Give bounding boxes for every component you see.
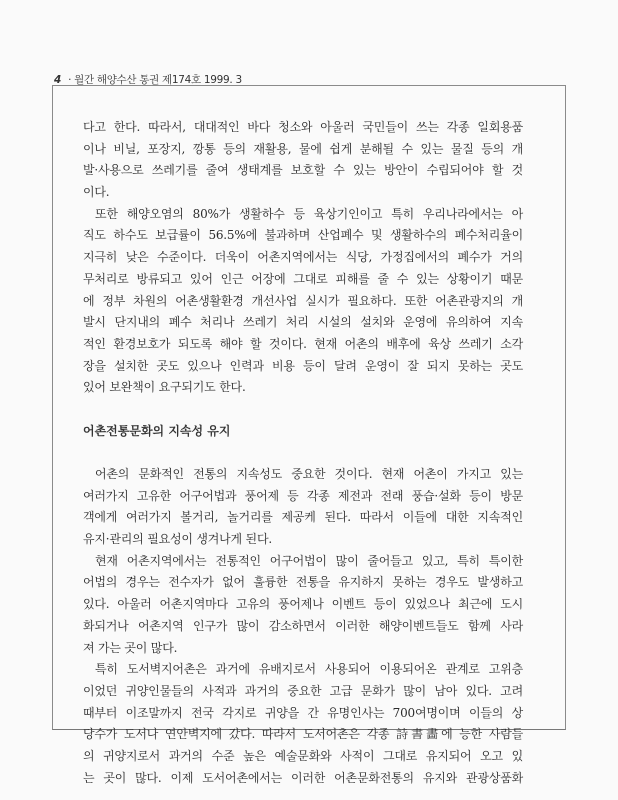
- paragraph-4: [83, 551, 523, 659]
- text-line: 장을 설치한 곳도 있으나 인력과 비용 등이 달려 운영이 잘 되지 못하는 곳도: [83, 358, 523, 373]
- text-line: 당수가 도서나 연안벽지에 갔다. 따라서 도서어촌은 각종 詩書畵에 능한 사람들: [83, 727, 523, 742]
- page-number: 4: [54, 74, 62, 86]
- text-line: 어촌의 문화적인 전통의 지속성도 중요한 것이다. 현재 어촌이 가지고 있는: [95, 467, 523, 481]
- text-line: 이나 비닐, 포장지, 깡통 등의 재활용, 물에 쉽게 분해될 수 있는 물질 등의 개: [83, 141, 523, 156]
- text-line: 이다.: [83, 185, 110, 200]
- text-line: 유지·관리의 필요성이 생겨나게 된다.: [83, 532, 272, 547]
- text-line: 는 곳이 많다. 이제 도서어촌에서는 이러한 어촌문화전통의 유지와 관광상품화: [83, 770, 523, 785]
- text-line: 발·사용으로 쓰레기를 줄여 생태계를 보호할 수 있는 방안이 수립되어야 할 것: [83, 163, 523, 178]
- text-line: 객에게 여러가지 볼거리, 놀거리를 제공케 된다. 따라서 이들에 대한 지속적인: [83, 510, 523, 525]
- text-line: 발시 단지내의 폐수 처리나 쓰레기 처리 시설의 설치와 운영에 유의하여 지속: [83, 315, 523, 330]
- text-line: 있다. 아울러 어촌지역마다 고유의 풍어제나 이벤트 등이 있었으나 최근에 도시: [83, 597, 523, 612]
- text-line: 의 귀양지로서 과거의 수준 높은 예술문화와 사적이 그대로 유지되어 오고 있: [83, 748, 523, 763]
- text-line: 이었던 귀양인물들의 사적과 과거의 중요한 고급 문화가 많이 남아 있다. 고려: [83, 683, 523, 698]
- text-line: 또한 해양오염의 80%가 생활하수 등 육상기인이고 특히 우리나라에서는 아: [95, 206, 523, 221]
- text-line: 화되거나 어촌지역 인구가 많이 감소하면서 이러한 해양이벤트들도 함께 사라: [83, 618, 523, 633]
- article-body: [83, 117, 523, 789]
- section-heading: 어촌전통문화의 지속성 유지: [83, 423, 231, 438]
- paragraph-2: [83, 204, 523, 399]
- paragraph-3: [83, 464, 523, 551]
- text-line: 무처리로 방류되고 있어 인근 어장에 그대로 피해를 줄 수 있는 상황이기 때문: [83, 271, 523, 286]
- text-line: 직도 하수도 보급률이 56.5%에 불과하며 산업폐수 및 생활하수의 폐수처리율이: [83, 228, 523, 243]
- text-line: 적인 환경보호가 되도록 해야 할 것이다. 현재 어촌의 배후에 육상 쓰레기 소각: [83, 336, 523, 351]
- spacer: [83, 399, 523, 421]
- publication-title: · 월간 해양수산 통권 제174호 1999. 3: [68, 74, 242, 86]
- text-line: 있어 보완책이 요구되기도 한다.: [83, 380, 246, 395]
- paragraph-1: [83, 117, 523, 204]
- text-line: 다고 한다. 따라서, 대대적인 바다 청소와 아울러 국민들이 쓰는 각종 일회용품: [83, 120, 523, 134]
- paragraph-5: [83, 659, 523, 789]
- text-line: 지극히 낮은 수준이다. 더욱이 어촌지역에서는 식당, 가정집에서의 폐수가 거의: [83, 250, 523, 265]
- text-line: 때부터 이조말까지 전국 각지로 귀양을 간 유명인사는 700여명이며 이들의 상: [83, 705, 523, 720]
- text-line: 여러가지 고유한 어구어법과 풍어제 등 각종 제전과 전래 풍습·설화 등이 방문: [83, 488, 523, 503]
- text-line: 에 정부 차원의 어촌생활환경 개선사업 실시가 필요하다. 또한 어촌관광지의 개: [83, 293, 523, 308]
- text-line: 져 가는 곳이 많다.: [83, 640, 178, 655]
- text-line: 어법의 경우는 전수자가 없어 훌륭한 전통을 유지하지 못하는 경우도 발생하고: [83, 575, 523, 590]
- text-line: 현재 어촌지역에서는 전통적인 어구어법이 많이 줄어들고 있고, 특히 특이한: [95, 553, 523, 568]
- spacer: [83, 442, 523, 464]
- text-line: 특히 도서벽지어촌은 과거에 유배지로서 사용되어 이용되어온 관계로 고위층: [95, 662, 523, 677]
